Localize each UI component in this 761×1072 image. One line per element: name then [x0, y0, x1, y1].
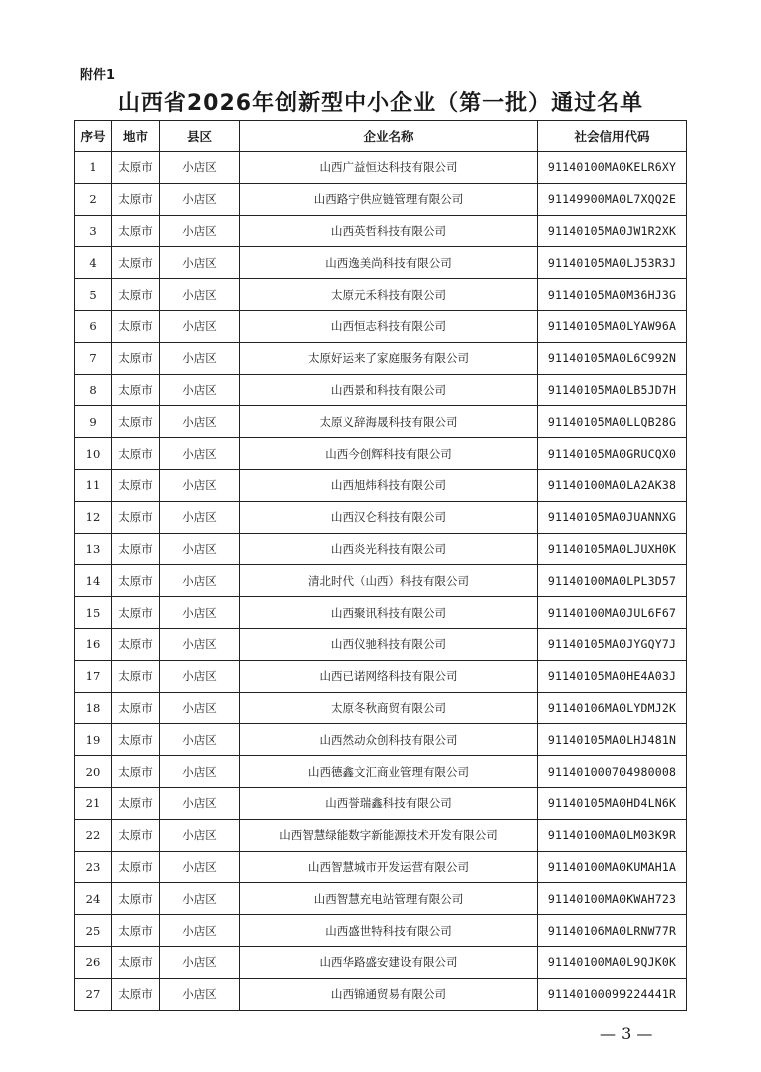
cell-city: 太原市: [112, 247, 160, 279]
cell-index: 15: [75, 597, 112, 629]
column-header-district: 县区: [160, 121, 240, 152]
cell-index: 19: [75, 724, 112, 756]
cell-company-name: 山西智慧绿能数字新能源技术开发有限公司: [240, 819, 538, 851]
cell-index: 5: [75, 279, 112, 311]
cell-district: 小店区: [160, 152, 240, 184]
cell-city: 太原市: [112, 692, 160, 724]
cell-index: 20: [75, 756, 112, 788]
cell-city: 太原市: [112, 724, 160, 756]
cell-credit-code: 91140105MA0JW1R2XK: [538, 215, 687, 247]
cell-city: 太原市: [112, 374, 160, 406]
cell-credit-code: 91140105MA0LHJ481N: [538, 724, 687, 756]
table-row: [75, 501, 687, 533]
cell-city: 太原市: [112, 533, 160, 565]
table-row: [75, 819, 687, 851]
cell-city: 太原市: [112, 501, 160, 533]
table-row: [75, 533, 687, 565]
column-header-city: 地市: [112, 121, 160, 152]
page-number: — 3 —: [600, 1024, 653, 1043]
cell-city: 太原市: [112, 851, 160, 883]
cell-city: 太原市: [112, 915, 160, 947]
cell-company-name: 山西德鑫文汇商业管理有限公司: [240, 756, 538, 788]
cell-credit-code: 91140105MA0HE4A03J: [538, 660, 687, 692]
table-row: [75, 597, 687, 629]
table-row: [75, 660, 687, 692]
cell-company-name: 山西今创辉科技有限公司: [240, 438, 538, 470]
cell-district: 小店区: [160, 915, 240, 947]
cell-index: 8: [75, 374, 112, 406]
cell-city: 太原市: [112, 819, 160, 851]
table-row: [75, 342, 687, 374]
cell-credit-code: 91140100MA0KUMAH1A: [538, 851, 687, 883]
cell-index: 25: [75, 915, 112, 947]
cell-credit-code: 91140105MA0JUANNXG: [538, 501, 687, 533]
cell-district: 小店区: [160, 978, 240, 1010]
cell-credit-code: 91149900MA0L7XQQ2E: [538, 183, 687, 215]
cell-city: 太原市: [112, 787, 160, 819]
cell-company-name: 太原义辞海晟科技有限公司: [240, 406, 538, 438]
cell-district: 小店区: [160, 469, 240, 501]
table-row: [75, 978, 687, 1010]
cell-city: 太原市: [112, 152, 160, 184]
cell-index: 14: [75, 565, 112, 597]
cell-credit-code: 91140100099224441R: [538, 978, 687, 1010]
cell-company-name: 太原冬秋商贸有限公司: [240, 692, 538, 724]
cell-company-name: 山西景和科技有限公司: [240, 374, 538, 406]
cell-index: 23: [75, 851, 112, 883]
table-row: [75, 915, 687, 947]
page-title: 山西省2026年创新型中小企业（第一批）通过名单: [117, 91, 644, 116]
cell-district: 小店区: [160, 565, 240, 597]
cell-company-name: 山西旭炜科技有限公司: [240, 469, 538, 501]
cell-credit-code: 91140100MA0JUL6F67: [538, 597, 687, 629]
cell-credit-code: 91140105MA0L6C992N: [538, 342, 687, 374]
cell-district: 小店区: [160, 406, 240, 438]
table-body: [75, 152, 687, 1011]
cell-credit-code: 91140105MA0JYGQY7J: [538, 628, 687, 660]
cell-district: 小店区: [160, 946, 240, 978]
table-row: [75, 724, 687, 756]
cell-credit-code: 91140105MA0LJ53R3J: [538, 247, 687, 279]
cell-company-name: 山西炎光科技有限公司: [240, 533, 538, 565]
cell-credit-code: 91140105MA0HD4LN6K: [538, 787, 687, 819]
cell-index: 22: [75, 819, 112, 851]
cell-city: 太原市: [112, 438, 160, 470]
table-row: [75, 692, 687, 724]
cell-credit-code: 91140100MA0L9QJK0K: [538, 946, 687, 978]
cell-credit-code: 91140100MA0LPL3D57: [538, 565, 687, 597]
cell-company-name: 山西聚讯科技有限公司: [240, 597, 538, 629]
column-header-index: 序号: [75, 121, 112, 152]
cell-city: 太原市: [112, 406, 160, 438]
cell-index: 21: [75, 787, 112, 819]
cell-district: 小店区: [160, 819, 240, 851]
cell-city: 太原市: [112, 215, 160, 247]
cell-company-name: 山西然动众创科技有限公司: [240, 724, 538, 756]
cell-city: 太原市: [112, 597, 160, 629]
cell-company-name: 山西华路盛安建设有限公司: [240, 946, 538, 978]
attachment-label: 附件1: [80, 68, 116, 83]
table-row: [75, 152, 687, 184]
table-row: [75, 406, 687, 438]
cell-credit-code: 91140105MA0LB5JD7H: [538, 374, 687, 406]
cell-company-name: 山西智慧充电站管理有限公司: [240, 883, 538, 915]
cell-district: 小店区: [160, 692, 240, 724]
cell-city: 太原市: [112, 342, 160, 374]
cell-city: 太原市: [112, 469, 160, 501]
cell-index: 16: [75, 628, 112, 660]
cell-district: 小店区: [160, 279, 240, 311]
cell-city: 太原市: [112, 756, 160, 788]
cell-company-name: 山西恒志科技有限公司: [240, 310, 538, 342]
table-row: [75, 215, 687, 247]
cell-city: 太原市: [112, 883, 160, 915]
cell-district: 小店区: [160, 533, 240, 565]
cell-district: 小店区: [160, 342, 240, 374]
cell-company-name: 山西路宁供应链管理有限公司: [240, 183, 538, 215]
cell-district: 小店区: [160, 724, 240, 756]
table-row: [75, 438, 687, 470]
cell-index: 9: [75, 406, 112, 438]
table-row: [75, 183, 687, 215]
table-header-row: [75, 121, 687, 152]
cell-credit-code: 91140105MA0LYAW96A: [538, 310, 687, 342]
cell-company-name: 山西广益恒达科技有限公司: [240, 152, 538, 184]
cell-company-name: 山西汉仑科技有限公司: [240, 501, 538, 533]
column-header-company-name: 企业名称: [240, 121, 538, 152]
cell-city: 太原市: [112, 310, 160, 342]
cell-credit-code: 91140105MA0M36HJ3G: [538, 279, 687, 311]
cell-district: 小店区: [160, 438, 240, 470]
cell-company-name: 山西英哲科技有限公司: [240, 215, 538, 247]
cell-district: 小店区: [160, 597, 240, 629]
cell-company-name: 太原元禾科技有限公司: [240, 279, 538, 311]
cell-district: 小店区: [160, 183, 240, 215]
cell-city: 太原市: [112, 628, 160, 660]
cell-company-name: 清北时代（山西）科技有限公司: [240, 565, 538, 597]
cell-district: 小店区: [160, 374, 240, 406]
cell-index: 26: [75, 946, 112, 978]
cell-credit-code: 91140105MA0LLQB28G: [538, 406, 687, 438]
cell-district: 小店区: [160, 628, 240, 660]
cell-credit-code: 91140100MA0LM03K9R: [538, 819, 687, 851]
cell-credit-code: 91140106MA0LRNW77R: [538, 915, 687, 947]
cell-district: 小店区: [160, 215, 240, 247]
cell-credit-code: 91140105MA0GRUCQX0: [538, 438, 687, 470]
cell-credit-code: 91140105MA0LJUXH0K: [538, 533, 687, 565]
cell-district: 小店区: [160, 310, 240, 342]
table-row: [75, 946, 687, 978]
table-row: [75, 883, 687, 915]
cell-index: 2: [75, 183, 112, 215]
table-row: [75, 565, 687, 597]
cell-city: 太原市: [112, 565, 160, 597]
cell-city: 太原市: [112, 978, 160, 1010]
cell-company-name: 山西智慧城市开发运营有限公司: [240, 851, 538, 883]
column-header-credit-code: 社会信用代码: [538, 121, 687, 152]
cell-city: 太原市: [112, 660, 160, 692]
cell-district: 小店区: [160, 787, 240, 819]
table-row: [75, 787, 687, 819]
cell-index: 18: [75, 692, 112, 724]
cell-index: 1: [75, 152, 112, 184]
cell-index: 7: [75, 342, 112, 374]
enterprise-table: [74, 120, 687, 1011]
cell-company-name: 山西誉瑞鑫科技有限公司: [240, 787, 538, 819]
table-row: [75, 374, 687, 406]
cell-district: 小店区: [160, 660, 240, 692]
cell-credit-code: 91140106MA0LYDMJ2K: [538, 692, 687, 724]
table-row: [75, 756, 687, 788]
table-row: [75, 851, 687, 883]
cell-index: 4: [75, 247, 112, 279]
table-row: [75, 628, 687, 660]
cell-credit-code: 91140100MA0KELR6XY: [538, 152, 687, 184]
table-row: [75, 247, 687, 279]
cell-district: 小店区: [160, 756, 240, 788]
cell-credit-code: 91140100MA0KWAH723: [538, 883, 687, 915]
cell-district: 小店区: [160, 247, 240, 279]
cell-city: 太原市: [112, 183, 160, 215]
cell-index: 13: [75, 533, 112, 565]
cell-district: 小店区: [160, 883, 240, 915]
cell-company-name: 山西锦通贸易有限公司: [240, 978, 538, 1010]
cell-index: 27: [75, 978, 112, 1010]
cell-company-name: 山西逸美尚科技有限公司: [240, 247, 538, 279]
cell-city: 太原市: [112, 279, 160, 311]
cell-company-name: 山西已诺网络科技有限公司: [240, 660, 538, 692]
cell-index: 10: [75, 438, 112, 470]
cell-index: 3: [75, 215, 112, 247]
cell-district: 小店区: [160, 851, 240, 883]
cell-company-name: 太原好运来了家庭服务有限公司: [240, 342, 538, 374]
cell-city: 太原市: [112, 946, 160, 978]
cell-index: 17: [75, 660, 112, 692]
cell-index: 12: [75, 501, 112, 533]
cell-district: 小店区: [160, 501, 240, 533]
cell-credit-code: 91140100MA0LA2AK38: [538, 469, 687, 501]
table-row: [75, 310, 687, 342]
cell-index: 6: [75, 310, 112, 342]
cell-company-name: 山西盛世特科技有限公司: [240, 915, 538, 947]
cell-index: 24: [75, 883, 112, 915]
cell-credit-code: 911401000704980008: [538, 756, 687, 788]
cell-company-name: 山西仪驰科技有限公司: [240, 628, 538, 660]
table-row: [75, 469, 687, 501]
table-row: [75, 279, 687, 311]
cell-index: 11: [75, 469, 112, 501]
